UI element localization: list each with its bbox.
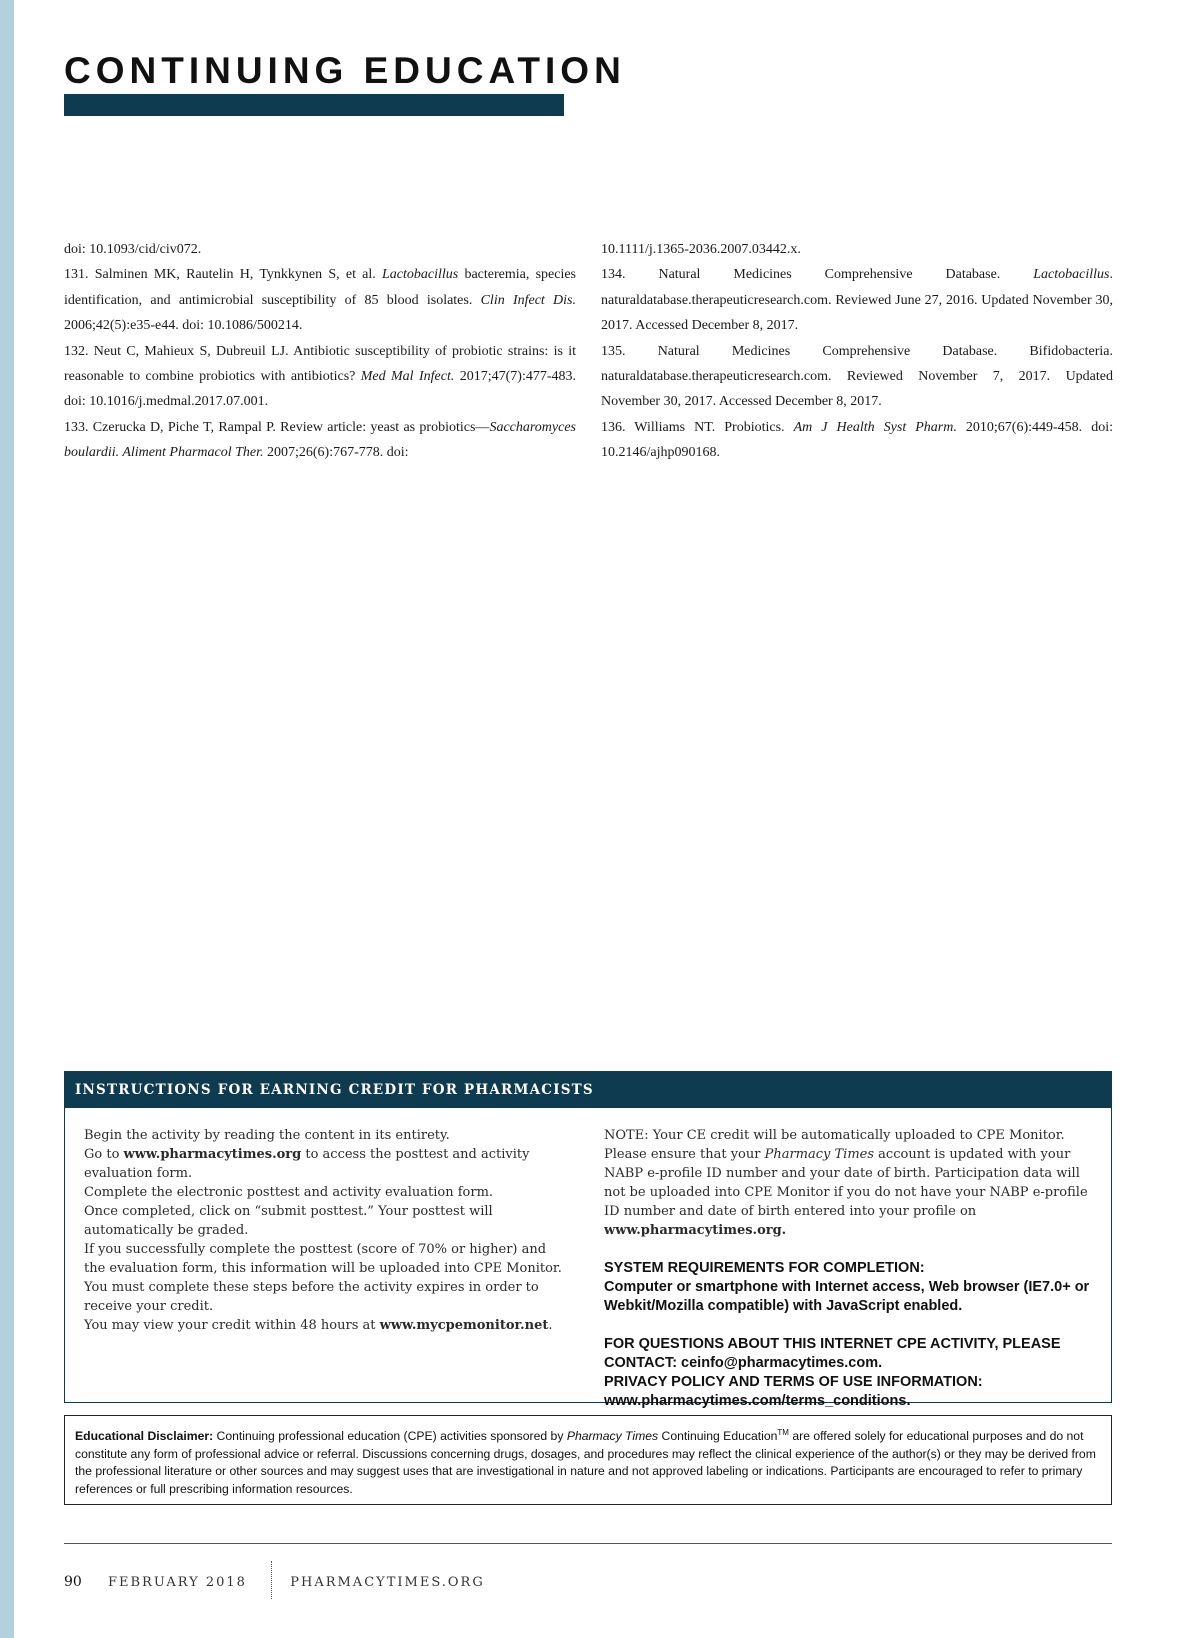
educational-disclaimer: Educational Disclaimer: Continuing professional education (CPE) activities sponsored by Pharmacy Times Continuing Education™ are offered solely for educational purposes and do not constitute any form of professional advice or referral. Discussions concerning drugs, dosages, and procedures may reflect the clinical experience of the author(s) or they may be derived from the professional literature or other sources and may suggest uses that are investigational in nature and not approved labeling or indications. Participants are encouraged to refer to primary references or full prescribing information resources. — [64, 1415, 1112, 1505]
reference-item: 134. Natural Medicines Comprehensive Database. Lactobacillus. naturaldatabase.therapeuticresearch.com. Reviewed June 27, 2016. Updated November 30, 2017. Accessed December 8, 2017. — [601, 267, 1113, 334]
instruction-step: If you successfully complete the posttest (score of 70% or higher) and the evaluation form, this information will be uploaded into CPE Monitor. You must complete these steps before the activity expires in order to receive your credit. — [84, 1242, 562, 1314]
footer-divider — [271, 1561, 272, 1599]
system-requirements-body: Computer or smartphone with Internet access, Web browser (IE7.0+ or Webkit/Mozilla compatible) with JavaScript enabled. — [604, 1279, 1090, 1314]
disclaimer-label: Educational Disclaimer: — [75, 1429, 214, 1444]
instruction-step: Complete the electronic posttest and activity evaluation form. — [84, 1185, 494, 1200]
section-title: CONTINUING EDUCATION — [64, 50, 626, 91]
references-left-column — [64, 237, 576, 466]
questions-contact: FOR QUESTIONS ABOUT THIS INTERNET CPE ACTIVITY, PLEASE CONTACT: ceinfo@pharmacytimes.com. — [604, 1336, 1061, 1371]
pharmacytimes-link[interactable]: www.pharmacytimes.org. — [604, 1223, 787, 1238]
instruction-note: NOTE: Your CE credit will be automatically uploaded to CPE Monitor. Please ensure that your Pharmacy Times account is updated with your NABP e-profile ID number and your date of birth. Participation data will not be uploaded into CPE Monitor if you do not have your NABP e-profile ID number and date of birth entered into your profile on www.pharmacytimes.org. — [604, 1128, 1088, 1238]
privacy-policy-link[interactable]: www.pharmacytimes.com/terms_conditions. — [604, 1393, 911, 1409]
instructions-box — [64, 1071, 1112, 1409]
pharmacytimes-link[interactable]: www.pharmacytimes.org — [123, 1147, 302, 1162]
reference-item: doi: 10.1093/cid/civ072. — [64, 242, 202, 257]
footer-rule — [64, 1543, 1112, 1544]
reference-item: 133. Czerucka D, Piche T, Rampal P. Review article: yeast as probiotics—Saccharomyces boulardii. Aliment Pharmacol Ther. 2007;26(6):767-778. doi: — [64, 419, 576, 461]
reference-item: 10.1111/j.1365-2036.2007.03442.x. — [601, 242, 801, 257]
reference-item: 136. Williams NT. Probiotics. Am J Health Syst Pharm. 2010;67(6):449-458. doi: 10.2146/ajhp090168. — [601, 419, 1113, 461]
instructions-left-column — [84, 1126, 564, 1335]
instruction-step: Go to www.pharmacytimes.org to access the posttest and activity evaluation form. — [84, 1147, 530, 1181]
section-title-bar — [64, 94, 564, 116]
reference-item: 132. Neut C, Mahieux S, Dubreuil LJ. Antibiotic susceptibility of probiotic strains: is it reasonable to combine probiotics with antibiotics? Med Mal Infect. 2017;47(7):477-483. doi: 10.1016/j.medmal.2017.07.001. — [64, 343, 577, 410]
issue-date: FEBRUARY 2018 — [107, 1574, 247, 1590]
page-number: 90 — [64, 1574, 82, 1590]
instructions-heading: INSTRUCTIONS FOR EARNING CREDIT FOR PHARMACISTS — [65, 1072, 1111, 1108]
instruction-step: You may view your credit within 48 hours at www.mycpemonitor.net. — [84, 1318, 553, 1333]
reference-item: 135. Natural Medicines Comprehensive Database. Bifidobacteria. naturaldatabase.therapeuticresearch.com. Reviewed November 7, 2017. Updated November 30, 2017. Accessed December 8, 2017. — [601, 343, 1113, 410]
instruction-step: Begin the activity by reading the content in its entirety. — [84, 1128, 450, 1143]
system-requirements-title: SYSTEM REQUIREMENTS FOR COMPLETION: — [604, 1260, 925, 1276]
instruction-step: Once completed, click on “submit posttest.” Your posttest will automatically be graded. — [84, 1204, 493, 1238]
privacy-policy-title: PRIVACY POLICY AND TERMS OF USE INFORMATION: — [604, 1374, 983, 1390]
reference-item: 131. Salminen MK, Rautelin H, Tynkkynen S, et al. Lactobacillus bacteremia, species identification, and antimicrobial susceptibility of 85 blood isolates. Clin Infect Dis. 2006;42(5):e35-e44. doi: 10.1086/500214. — [64, 267, 577, 334]
page-footer — [64, 1563, 485, 1589]
mycpemonitor-link[interactable]: www.mycpemonitor.net — [379, 1318, 549, 1333]
site-url[interactable]: PHARMACYTIMES.ORG — [290, 1574, 485, 1590]
references-right-column — [601, 237, 1113, 466]
instructions-right-column — [604, 1126, 1099, 1411]
side-color-strip — [0, 0, 14, 1638]
